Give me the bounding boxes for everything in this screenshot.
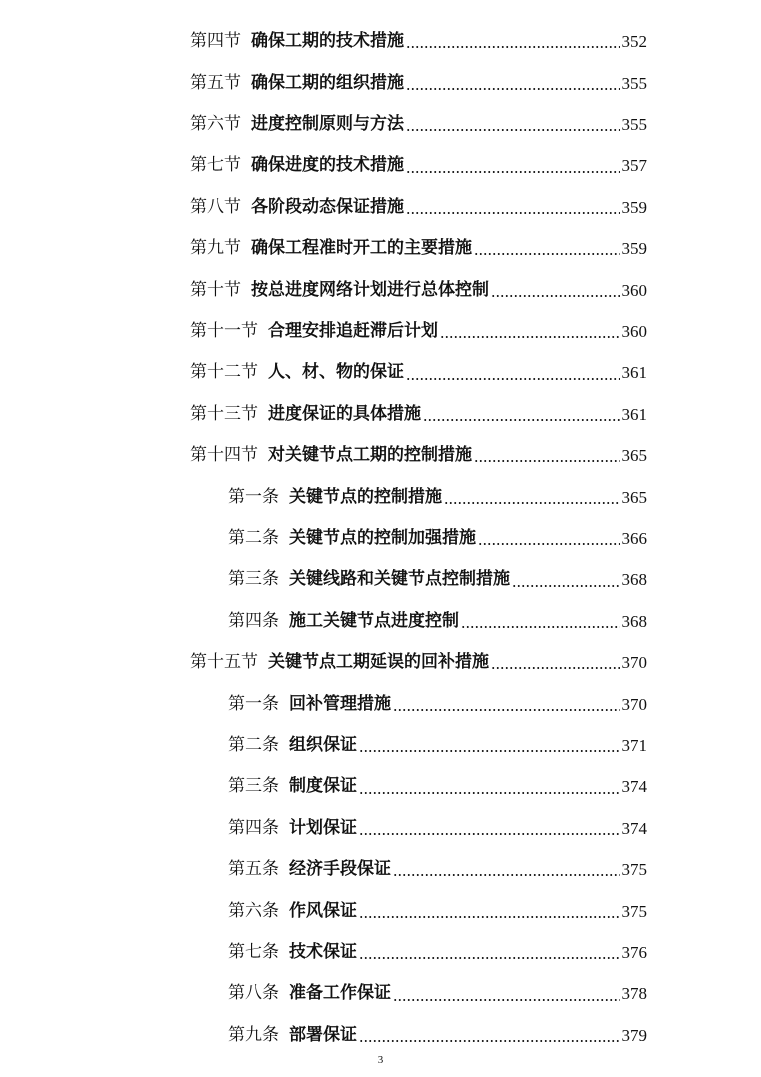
toc-section-entry[interactable] <box>190 435 647 476</box>
toc-section-entry[interactable] <box>190 187 647 228</box>
toc-dot-leader <box>512 585 620 587</box>
toc-entry-number: 第九条 <box>228 1024 279 1045</box>
toc-entry-number: 第一条 <box>228 693 279 714</box>
toc-article-entry[interactable] <box>228 559 647 600</box>
toc-dot-leader <box>393 874 620 876</box>
page-number: 3 <box>377 1054 384 1066</box>
toc-entry-title: 技术保证 <box>289 941 357 962</box>
toc-entry-number: 第三条 <box>228 776 279 797</box>
toc-entry-page: 361 <box>621 363 647 383</box>
toc-article-entry[interactable] <box>228 725 647 766</box>
toc-dot-leader <box>444 502 620 504</box>
toc-entry-title: 确保工期的组织措施 <box>251 72 404 93</box>
toc-dot-leader <box>359 957 620 959</box>
toc-entry-page: 376 <box>621 942 647 962</box>
toc-entry-title: 人、材、物的保证 <box>268 362 404 383</box>
toc-dot-leader <box>474 253 620 255</box>
toc-article-entry[interactable] <box>228 766 647 807</box>
toc-entry-number: 第三条 <box>228 569 279 590</box>
toc-entry-page: 371 <box>621 735 647 755</box>
toc-section-entry[interactable] <box>190 228 647 269</box>
toc-entry-number: 第四节 <box>190 31 241 52</box>
toc-entry-number: 第八节 <box>190 196 241 217</box>
toc-entry-number: 第七条 <box>228 941 279 962</box>
toc-entry-page: 374 <box>621 777 647 797</box>
toc-dot-leader <box>393 999 620 1001</box>
toc-article-entry[interactable] <box>228 1015 647 1056</box>
toc-dot-leader <box>406 88 620 90</box>
toc-dot-leader <box>406 129 620 131</box>
toc-entry-page: 359 <box>621 197 647 217</box>
toc-dot-leader <box>474 460 620 462</box>
toc-entry-number: 第一条 <box>228 486 279 507</box>
toc-dot-leader <box>491 295 620 297</box>
toc-entry-number: 第七节 <box>190 155 241 176</box>
toc-dot-leader <box>406 171 620 173</box>
toc-dot-leader <box>359 750 620 752</box>
toc-entry-title: 关键节点工期延误的回补措施 <box>268 652 489 673</box>
toc-article-entry[interactable] <box>228 683 647 724</box>
toc-article-entry[interactable] <box>228 476 647 517</box>
toc-dot-leader <box>359 1040 620 1042</box>
toc-entry-page: 378 <box>621 984 647 1004</box>
toc-section-entry[interactable] <box>190 269 647 310</box>
toc-entry-page: 366 <box>621 528 647 548</box>
toc-entry-number: 第八条 <box>228 983 279 1004</box>
toc-dot-leader <box>423 419 620 421</box>
toc-entry-page: 365 <box>621 487 647 507</box>
toc-dot-leader <box>440 336 620 338</box>
toc-entry-page: 361 <box>621 404 647 424</box>
toc-article-entry[interactable] <box>228 518 647 559</box>
toc-article-entry[interactable] <box>228 973 647 1014</box>
toc-entry-title: 制度保证 <box>289 776 357 797</box>
toc-entry-number: 第九节 <box>190 238 241 259</box>
toc-entry-title: 部署保证 <box>289 1024 357 1045</box>
toc-entry-title: 各阶段动态保证措施 <box>251 196 404 217</box>
toc-dot-leader <box>359 833 620 835</box>
toc-dot-leader <box>359 792 620 794</box>
toc-section-entry[interactable] <box>190 642 647 683</box>
toc-entry-page: 355 <box>621 73 647 93</box>
toc-section-entry[interactable] <box>190 352 647 393</box>
toc-entry-page: 352 <box>621 32 647 52</box>
toc-entry-number: 第二条 <box>228 734 279 755</box>
toc-section-entry[interactable] <box>190 62 647 103</box>
toc-entry-title: 经济手段保证 <box>289 859 391 880</box>
toc-entry-title: 计划保证 <box>289 817 357 838</box>
toc-entry-page: 360 <box>621 321 647 341</box>
toc-section-entry[interactable] <box>190 145 647 186</box>
toc-entry-number: 第四条 <box>228 817 279 838</box>
toc-article-entry[interactable] <box>228 601 647 642</box>
toc-dot-leader <box>406 378 620 380</box>
toc-entry-title: 准备工作保证 <box>289 983 391 1004</box>
toc-entry-page: 375 <box>621 860 647 880</box>
toc-dot-leader <box>461 626 620 628</box>
toc-entry-number: 第四条 <box>228 610 279 631</box>
toc-article-entry[interactable] <box>228 849 647 890</box>
toc-entry-title: 关键线路和关键节点控制措施 <box>289 569 510 590</box>
toc-entry-page: 357 <box>621 156 647 176</box>
toc-entry-page: 370 <box>621 653 647 673</box>
toc-entry-title: 进度控制原则与方法 <box>251 113 404 134</box>
toc-entry-title: 按总进度网络计划进行总体控制 <box>251 279 489 300</box>
toc-article-entry[interactable] <box>228 808 647 849</box>
toc-entry-number: 第十二节 <box>190 362 258 383</box>
toc-section-entry[interactable] <box>190 311 647 352</box>
toc-entry-number: 第五条 <box>228 859 279 880</box>
toc-article-entry[interactable] <box>228 932 647 973</box>
toc-dot-leader <box>491 667 620 669</box>
toc-entry-title: 关键节点的控制措施 <box>289 486 442 507</box>
toc-entry-title: 确保工期的技术措施 <box>251 31 404 52</box>
toc-entry-number: 第六节 <box>190 113 241 134</box>
toc-entry-title: 合理安排追赶滞后计划 <box>268 320 438 341</box>
toc-entry-title: 关键节点的控制加强措施 <box>289 527 476 548</box>
toc-entry-page: 368 <box>621 611 647 631</box>
toc-entry-page: 379 <box>621 1025 647 1045</box>
toc-entry-title: 对关键节点工期的控制措施 <box>268 445 472 466</box>
toc-entry-number: 第十一节 <box>190 320 258 341</box>
toc-entry-title: 施工关键节点进度控制 <box>289 610 459 631</box>
toc-entry-title: 确保进度的技术措施 <box>251 155 404 176</box>
toc-entry-number: 第五节 <box>190 72 241 93</box>
toc-section-entry[interactable] <box>190 394 647 435</box>
toc-entry-number: 第二条 <box>228 527 279 548</box>
toc-entry-number: 第十三节 <box>190 403 258 424</box>
toc-entry-page: 375 <box>621 901 647 921</box>
toc-entry-title: 回补管理措施 <box>289 693 391 714</box>
toc-entry-page: 355 <box>621 114 647 134</box>
toc-dot-leader <box>478 543 620 545</box>
toc-entry-number: 第十节 <box>190 279 241 300</box>
toc-entry-page: 359 <box>621 239 647 259</box>
toc-entry-title: 确保工程准时开工的主要措施 <box>251 238 472 259</box>
toc-entry-page: 374 <box>621 818 647 838</box>
toc-entry-page: 365 <box>621 446 647 466</box>
toc-entry-page: 370 <box>621 694 647 714</box>
toc-section-entry[interactable] <box>190 104 647 145</box>
toc-entry-title: 组织保证 <box>289 734 357 755</box>
toc-dot-leader <box>393 709 620 711</box>
toc-dot-leader <box>406 46 620 48</box>
toc-entry-page: 368 <box>621 570 647 590</box>
toc-entry-number: 第六条 <box>228 900 279 921</box>
toc-dot-leader <box>406 212 620 214</box>
toc-entry-number: 第十五节 <box>190 652 258 673</box>
toc-entry-title: 作风保证 <box>289 900 357 921</box>
toc-entry-page: 360 <box>621 280 647 300</box>
toc-article-entry[interactable] <box>228 890 647 931</box>
toc-dot-leader <box>359 916 620 918</box>
toc-entry-number: 第十四节 <box>190 445 258 466</box>
toc-section-entry[interactable] <box>190 21 647 62</box>
toc-entry-title: 进度保证的具体措施 <box>268 403 421 424</box>
